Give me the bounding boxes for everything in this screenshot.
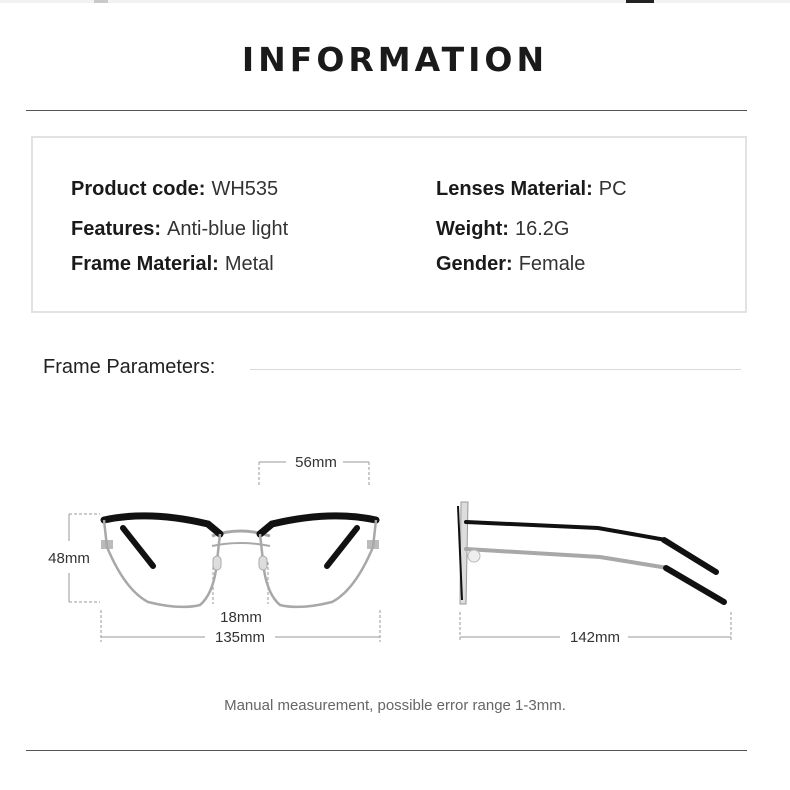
glasses-front-icon (101, 516, 379, 607)
spec-label: Gender: (436, 253, 513, 275)
spec-value: 16.2G (514, 218, 570, 240)
spec-label: Lenses Material: (436, 178, 593, 200)
measurement-note: Manual measurement, possible error range 1-3mm. (224, 697, 566, 714)
dimension-label-lens-height: 48mm (48, 550, 90, 567)
spec-label: Weight: (436, 218, 509, 240)
spec-value: PC (598, 178, 627, 200)
dimension-label-temple-length: 142mm (569, 629, 621, 646)
page-title: INFORMATION (241, 40, 549, 79)
spec-value: WH535 (211, 178, 279, 200)
spec-label: Features: (71, 218, 162, 240)
divider (26, 750, 747, 751)
spec-label: Product code: (71, 178, 206, 200)
spec-value: Anti-blue light (167, 218, 289, 240)
dimension-label-total-width: 135mm (214, 629, 266, 646)
spec-label: Frame Material: (71, 253, 219, 275)
dimension-label-lens-width: 56mm (295, 454, 337, 471)
glasses-side-icon (458, 502, 724, 604)
spec-value: Female (518, 253, 586, 275)
frame-parameters-heading: Frame Parameters: (43, 356, 216, 378)
spec-value: Metal (224, 253, 274, 275)
dimension-label-bridge: 18mm (220, 609, 262, 626)
